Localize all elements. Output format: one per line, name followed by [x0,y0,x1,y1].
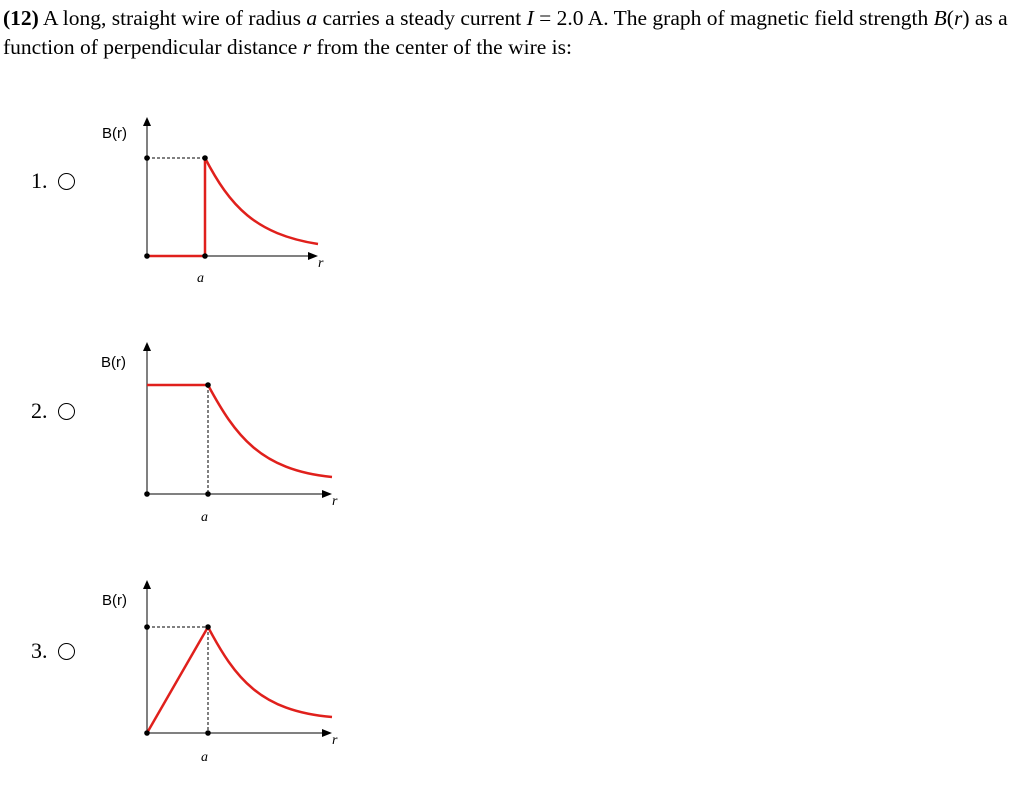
option-3[interactable] [31,638,75,664]
option-2[interactable] [31,398,75,424]
peak-dot [202,155,208,161]
y-tick-dot [144,624,150,630]
option-3-radio[interactable] [58,643,75,660]
tick-label-a: a [201,750,208,765]
tick-label-a: a [197,271,204,286]
x-axis-arrow [322,729,332,737]
x-axis-label: r [332,733,338,748]
curve-outside [208,385,332,477]
y-axis-arrow [143,342,151,351]
x-axis-arrow [322,490,332,498]
a-tick-dot [202,253,208,259]
a-tick-dot [205,730,211,736]
option-1-number: 1. [31,168,48,193]
peak-dot [205,382,211,388]
question-text: (12) A long, straight wire of radius a carries a steady current I = 2.0 A. The graph of magnetic field strength B(r) as a function of perpendicular distance r from the center of the wire is: [3,6,1008,59]
question-number: (12) [3,6,39,30]
peak-dot [205,624,211,630]
option-1-graph [90,108,350,288]
option-3-graph [90,573,350,765]
origin-dot [144,253,150,259]
y-axis-label: B(r) [102,125,127,142]
y-axis-arrow [143,117,151,126]
option-1-radio[interactable] [58,173,75,190]
curve-outside [205,158,318,244]
x-axis-label: r [318,256,324,271]
y-tick-dot [144,155,150,161]
option-3-number: 3. [31,638,48,663]
origin-dot [144,730,150,736]
a-tick-dot [205,491,211,497]
x-axis-label: r [332,494,338,509]
option-1[interactable] [31,168,75,194]
option-2-graph [90,335,350,525]
tick-label-a: a [201,510,208,525]
y-axis-arrow [143,580,151,589]
y-axis-label: B(r) [102,592,127,609]
origin-dot [144,491,150,497]
curve-outside [208,627,332,717]
x-axis-arrow [308,252,318,260]
y-axis-label: B(r) [101,354,126,371]
curve-inside [147,627,208,733]
option-2-number: 2. [31,398,48,423]
option-2-radio[interactable] [58,403,75,420]
